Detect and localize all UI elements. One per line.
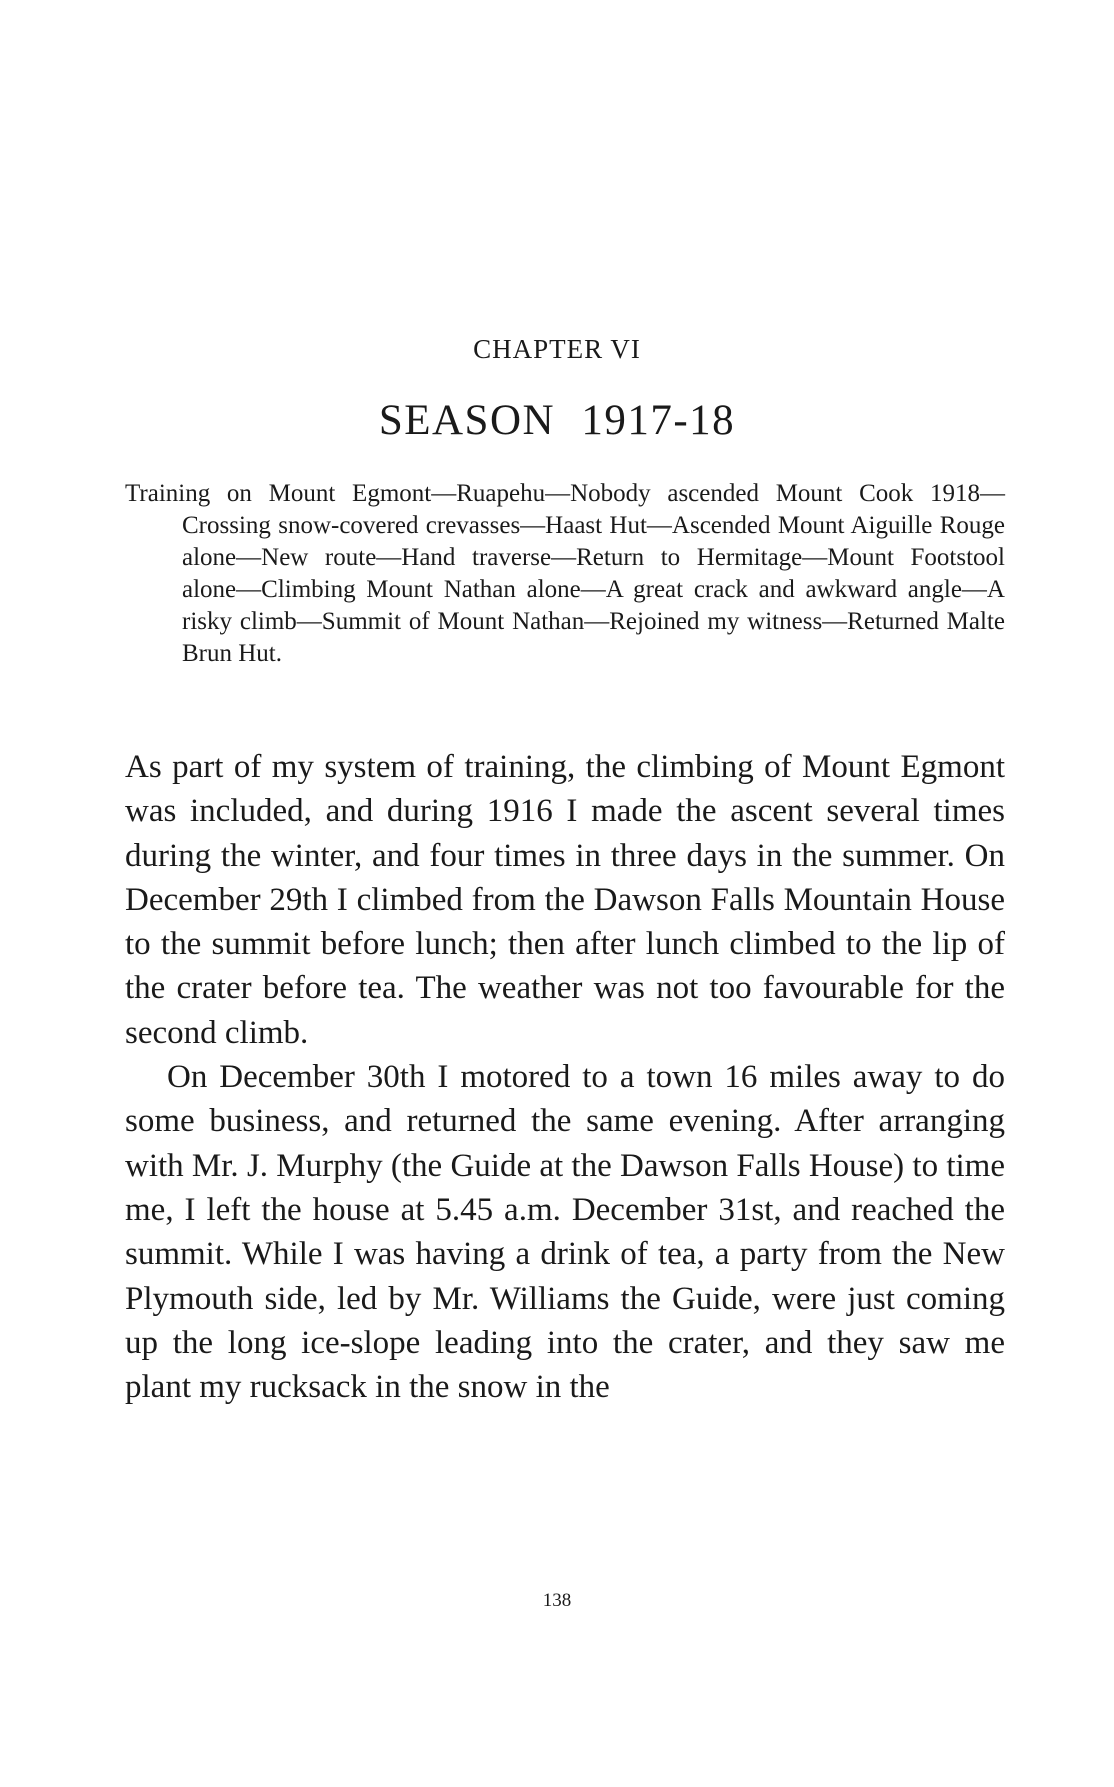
paragraph: As part of my system of training, the climbing of Mount Egmont was included, and during 1916 I made the ascent several times during the winter, and four times in three days in the summer. On December 29th I climbed from the Dawson Falls Mountain House to the summit before lunch; then after lunch climbed to the lip of the crater before tea. The weather was not too favourable for the second climb.: [125, 749, 1005, 1051]
chapter-label: CHAPTER VI: [473, 334, 641, 364]
paragraph: On December 30th I motored to a town 16 miles away to do some business, and returned the same evening. After arranging with Mr. J. Murphy (the Guide at the Dawson Falls House) to time me, I left the house at 5.45 a.m. December 31st, and reached the summit. While I was having a drink of tea, a party from the New Plymouth side, led by Mr. Williams the Guide, were just coming up the long ice-slope leading into the crater, and they saw me plant my rucksack in the snow in the: [125, 1059, 1005, 1406]
chapter-summary: Training on Mount Egmont—Ruapehu—Nobody ascended Mount Cook 1918—Crossing snow-covered crevasses—Haast Hut—Ascended Mount Aiguille Rouge alone—New route—Hand traverse—Return to Hermitage—Mount Footstool alone—Climbing Mount Nathan alone—A great crack and awkward angle—A risky climb—Summit of Mount Nathan—Rejoined my witness—Returned Malte Brun Hut.: [125, 480, 1005, 667]
chapter-title: SEASON 1917-18: [378, 397, 736, 444]
body-text: [125, 745, 1005, 1409]
page-number: 138: [542, 1590, 572, 1611]
